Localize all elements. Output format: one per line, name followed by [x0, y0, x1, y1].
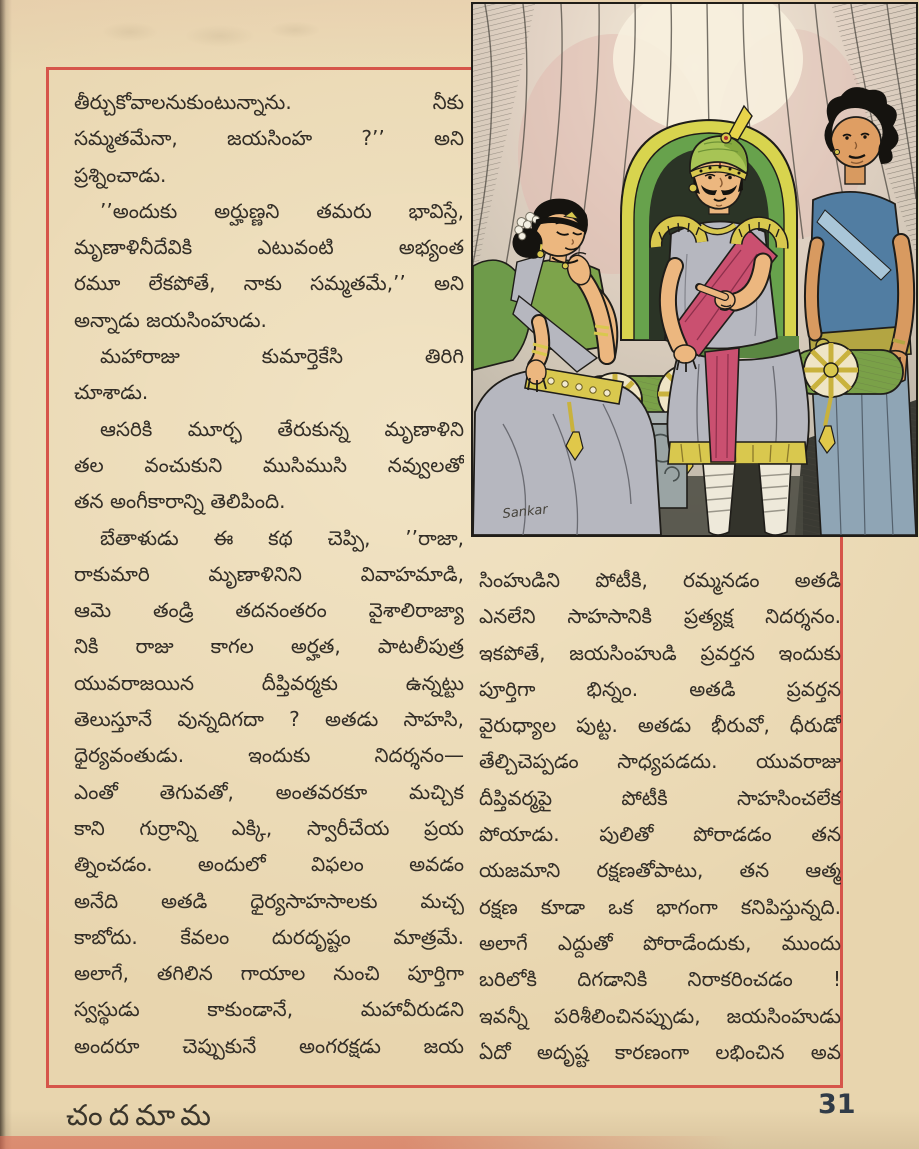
text-line: యువరాజయిన దీప్తివర్మకు ఉన్నట్టు — [74, 670, 464, 695]
right-text-column — [479, 562, 841, 1070]
text-line: మహారాజు కుమార్తెకేసి తిరిగి — [100, 344, 464, 369]
text-line: ’’అందుకు అర్హుణ్ణని తమరు భావిస్తే, — [100, 198, 464, 223]
attendant-earring — [835, 150, 840, 155]
text-line: నికి రాజు కాగల అర్హత, పాటలీపుత్ర — [74, 634, 464, 659]
text-line: రాకుమారి మృణాళినిని వివాహమాడి, — [74, 561, 464, 586]
text-line: ప్రశ్నించాడు. — [74, 162, 167, 187]
text-line: రమూ లేకపోతే, నాకు సమ్మతమే,’’ అని — [74, 271, 464, 296]
text-line: సమ్మతమేనా, జయసింహ ?’’ అని — [74, 126, 464, 151]
text-line: బరిలోకి దిగడానికి నిరాకరించడం ! — [479, 967, 841, 992]
text-line: రక్షణ కూడా ఒక భాగంగా కనిపిస్తున్నది. — [479, 894, 841, 919]
text-line: కాని గుర్రాన్ని ఎక్కి, స్వారీచేయ ప్రయ — [74, 815, 464, 840]
text-line: తీర్చుకోవాలనుకుంటున్నాను. నీకు — [74, 90, 464, 114]
king-earring — [689, 184, 697, 192]
text-line: పూర్తిగా భిన్నం. అతడి ప్రవర్తన — [479, 676, 841, 701]
text-line: త్నించడం. అందులో విఫలం అవడం — [74, 852, 464, 877]
text-line: తెలుస్తూనే వున్నదిగదా ? అతడు సాహసి, — [74, 707, 464, 732]
page-number: 31 — [818, 1089, 856, 1120]
text-line: ఆమె తండ్రి తదనంతరం వైశాలిరాజ్యా — [74, 598, 464, 623]
text-line: కాబోదు. కేవలం దురదృష్టం మాత్రమే. — [74, 924, 464, 949]
text-line: ఇకపోతే, జయసింహుడి ప్రవర్తన ఇందుకు — [479, 640, 841, 665]
text-line: ఎంతో తెగువతో, అంతవరకూ మచ్చిక — [74, 779, 464, 804]
text-line: ఆసరికి మూర్ఛ తేరుకున్న మృణాళిని — [100, 416, 464, 441]
text-line: పోయాడు. పులితో పోరాడడం తన — [479, 822, 841, 847]
princess-earring — [537, 250, 545, 258]
magazine-name: చందమామ — [66, 1098, 217, 1132]
text-line: మృణాళినీదేవికి ఎటువంటి అభ్యంత — [74, 235, 464, 260]
text-line: తేల్చిచెప్పడం సాధ్యపడదు. యువరాజు — [479, 749, 841, 774]
left-text-column — [74, 84, 464, 1064]
text-line: ఏదో అదృష్ట కారణంగా లభించిన అవ — [479, 1039, 841, 1064]
text-line: అందరూ చెప్పుకునే అంగరక్షడు జయ — [74, 1033, 464, 1058]
text-line: దీప్తివర్మపై పోటీకి సాహసించలేక — [479, 785, 841, 810]
text-line: అలాగే ఎద్దుతో పోరాడేందుకు, ముందు — [479, 930, 841, 955]
print-bleed-smudge — [70, 6, 330, 58]
text-line: సింహుడిని పోటీకి, రమ్మనడం అతడి — [479, 568, 841, 592]
text-line: స్వస్థుడు కాకుండానే, మహావీరుడని — [74, 997, 464, 1022]
text-line: అనేది అతడి ధైర్యసాహసాలకు మచ్చ — [74, 888, 464, 913]
attendant-face — [831, 117, 881, 167]
illustration-canvas — [473, 4, 916, 535]
text-line: అన్నాడు జయసింహుడు. — [74, 307, 267, 332]
text-line: ఎనలేని సాహసానికి ప్రత్యక్ష నిదర్శనం. — [479, 604, 841, 629]
story-illustration — [471, 2, 918, 537]
text-line: తన అంగీకారాన్ని తెలిపింది. — [74, 489, 286, 514]
text-line: అలాగే, తగిలిన గాయాల నుంచి పూర్తిగా — [74, 961, 464, 986]
artist-signature: Sankar — [501, 502, 549, 522]
text-line: ఇవన్నీ పరిశీలించినప్పుడు, జయసింహుడు — [479, 1003, 841, 1028]
text-line: వైరుధ్యాల పుట్ట. అతడు భీరువో, ధీరుడో — [479, 713, 841, 738]
text-line: చూశాడు. — [74, 380, 149, 405]
text-line: యజమాని రక్షణతోపాటు, తన ఆత్మ — [479, 858, 841, 883]
text-line: బేతాళుడు ఈ కథ చెప్పి, ’’రాజా, — [100, 525, 464, 550]
text-line: తల వంచుకుని ముసిముసి నవ్వులతో — [74, 452, 464, 477]
text-line: ధైర్యవంతుడు. ఇందుకు నిదర్శనం— — [74, 743, 464, 768]
